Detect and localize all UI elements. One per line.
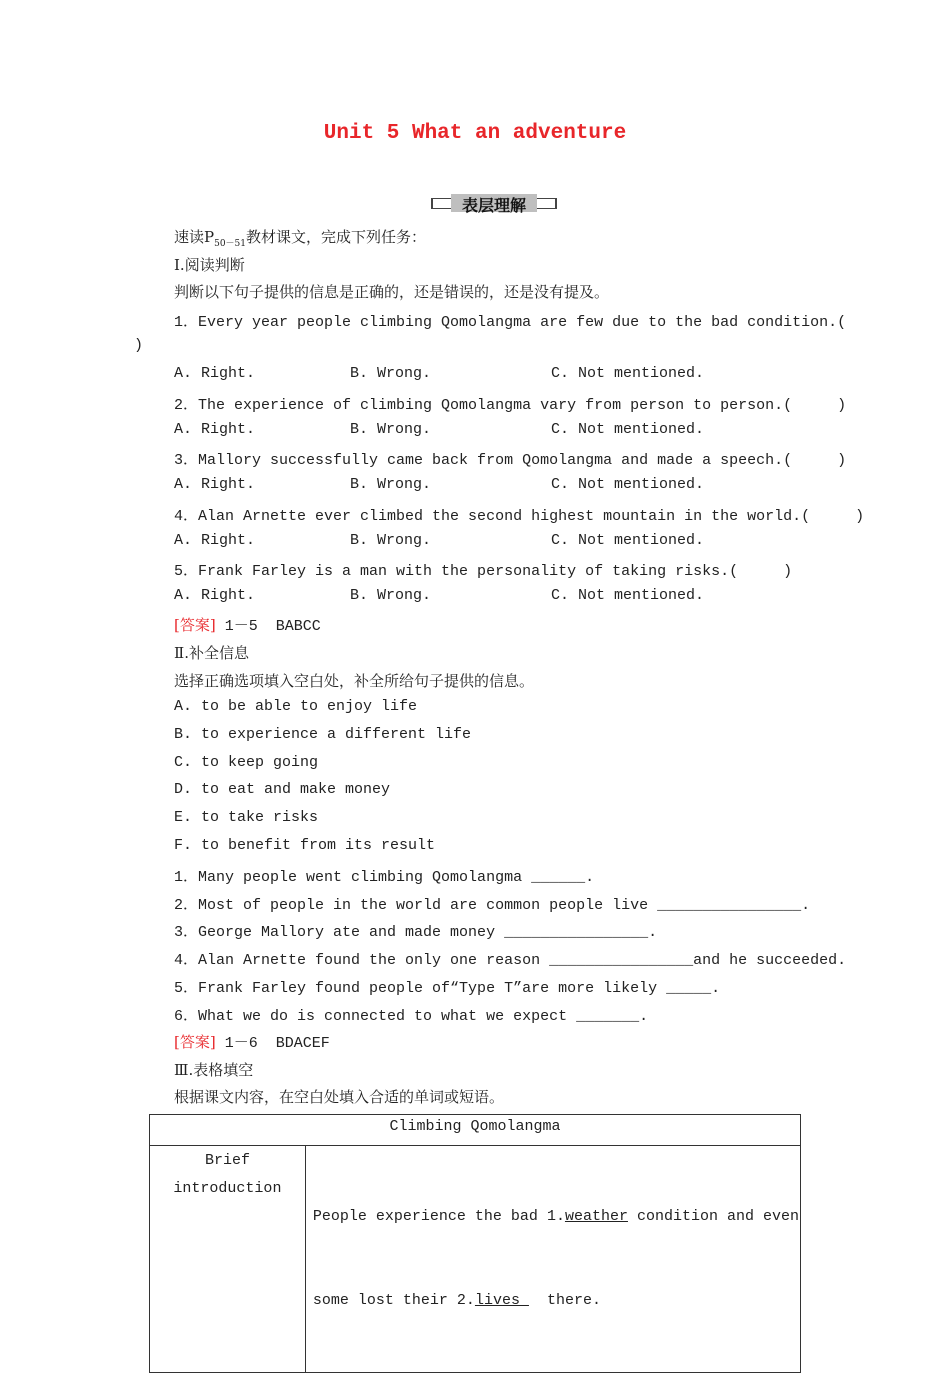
question-number: 6． xyxy=(174,1008,199,1025)
intro-text-after: 教材课文，完成下列任务： xyxy=(246,228,427,246)
question-1 xyxy=(174,310,846,331)
question-text: The experience of climbing Qomolangma vary from person to person.( ) xyxy=(198,397,847,414)
section1-instruction: 判断以下句子提供的信息是正确的，还是错误的，还是没有提及。 xyxy=(174,283,610,301)
question-text: Frank Farley is a man with the personality of taking risks.( ) xyxy=(198,563,793,580)
page-title: Unit 5 What an adventure xyxy=(323,122,627,145)
question-text: Many people went climbing Qomolangma ______. xyxy=(198,869,595,886)
section-banner xyxy=(431,192,557,216)
option-a: A. Right. xyxy=(174,532,256,549)
content-text: there. xyxy=(528,1292,601,1309)
choice-b: B. to experience a different life xyxy=(174,726,472,743)
table-row xyxy=(150,1115,801,1146)
option-c: C. Not mentioned. xyxy=(551,365,705,382)
section3-instruction: 根据课文内容，在空白处填入合适的单词或短语。 xyxy=(174,1088,505,1106)
intro-pages: 50－51 xyxy=(214,239,246,249)
section1-heading: Ⅰ.阅读判断 xyxy=(174,256,245,274)
question-text: Alan Arnette ever climbed the second highest mountain in the world.( ) xyxy=(198,508,865,525)
summary-table xyxy=(149,1114,801,1373)
filled-blank: weather xyxy=(564,1208,628,1225)
filled-blank: lives xyxy=(474,1292,529,1309)
section3-heading: Ⅲ.表格填空 xyxy=(174,1061,254,1079)
fill-question-6 xyxy=(174,1004,648,1025)
content-line-1 xyxy=(313,1203,799,1231)
option-b: B. Wrong. xyxy=(350,587,432,604)
answer-label: [答案] xyxy=(174,1033,216,1051)
question-3 xyxy=(174,448,846,469)
question-text: Mallory successfully came back from Qomolangma and made a speech.( ) xyxy=(198,452,847,469)
row-label-line-1: Brief xyxy=(204,1152,250,1169)
banner-label: 表层理解 xyxy=(461,196,526,215)
option-a: A. Right. xyxy=(174,365,256,382)
question-number: 3． xyxy=(174,924,199,941)
question-number: 1． xyxy=(174,314,199,331)
fill-question-4 xyxy=(174,948,846,969)
answer-label: [答案] xyxy=(174,616,216,634)
fill-question-3 xyxy=(174,920,657,941)
section2-instruction: 选择正确选项填入空白处，补全所给句子提供的信息。 xyxy=(174,672,535,690)
fill-question-5 xyxy=(174,976,720,997)
question-text: George Mallory ate and made money ________________. xyxy=(198,924,658,941)
option-a: A. Right. xyxy=(174,587,256,604)
question-1-wrap: ) xyxy=(134,337,144,354)
answer-text: 1－6 BDACEF xyxy=(215,1035,330,1052)
table-row xyxy=(150,1146,801,1373)
question-number: 5． xyxy=(174,980,199,997)
option-c: C. Not mentioned. xyxy=(551,587,705,604)
option-b: B. Wrong. xyxy=(350,532,432,549)
section1-answer xyxy=(174,614,321,635)
question-text: Frank Farley found people of“Type T”are more likely _____. xyxy=(198,980,721,997)
blank-number: 1. xyxy=(546,1208,565,1225)
section2-heading: Ⅱ.补全信息 xyxy=(174,644,249,662)
choice-d: D. to eat and make money xyxy=(174,781,391,798)
intro-text: 速读P xyxy=(174,228,215,246)
choice-e: E. to take risks xyxy=(174,809,319,826)
choice-a: A. to be able to enjoy life xyxy=(174,698,418,715)
option-a: A. Right. xyxy=(174,421,256,438)
question-text: Most of people in the world are common people live ________________. xyxy=(198,897,811,914)
option-b: B. Wrong. xyxy=(350,476,432,493)
question-number: 3． xyxy=(174,452,199,469)
content-line-2 xyxy=(313,1287,799,1315)
table-row-label xyxy=(150,1146,306,1373)
question-number: 2． xyxy=(174,897,199,914)
question-number: 2． xyxy=(174,397,199,414)
option-c: C. Not mentioned. xyxy=(551,421,705,438)
option-a: A. Right. xyxy=(174,476,256,493)
table-row-content xyxy=(305,1146,800,1373)
question-number: 5． xyxy=(174,563,199,580)
fill-question-1 xyxy=(174,865,594,886)
question-text: Alan Arnette found the only one reason ________________and he succeeded. xyxy=(198,952,847,969)
blank-number: 2. xyxy=(456,1292,475,1309)
question-5 xyxy=(174,559,792,580)
question-number: 4． xyxy=(174,952,199,969)
question-2 xyxy=(174,393,846,414)
table-header: Climbing Qomolangma xyxy=(150,1115,801,1146)
question-number: 4． xyxy=(174,508,199,525)
section2-answer xyxy=(174,1031,330,1052)
content-text: some lost their xyxy=(312,1292,457,1309)
row-label-line-2: introduction xyxy=(173,1180,282,1197)
question-text: What we do is connected to what we expect _______. xyxy=(198,1008,649,1025)
intro-line xyxy=(174,226,426,249)
question-number: 1． xyxy=(174,869,199,886)
option-b: B. Wrong. xyxy=(350,365,432,382)
option-c: C. Not mentioned. xyxy=(551,532,705,549)
content-text: condition and even xyxy=(627,1208,799,1225)
option-c: C. Not mentioned. xyxy=(551,476,705,493)
answer-text: 1－5 BABCC xyxy=(215,618,321,635)
question-text: Every year people climbing Qomolangma are few due to the bad condition.( xyxy=(198,314,847,331)
content-text: People experience the bad xyxy=(312,1208,547,1225)
fill-question-2 xyxy=(174,893,810,914)
choice-f: F. to benefit from its result xyxy=(174,837,436,854)
question-4 xyxy=(174,504,864,525)
choice-c: C. to keep going xyxy=(174,754,319,771)
option-b: B. Wrong. xyxy=(350,421,432,438)
